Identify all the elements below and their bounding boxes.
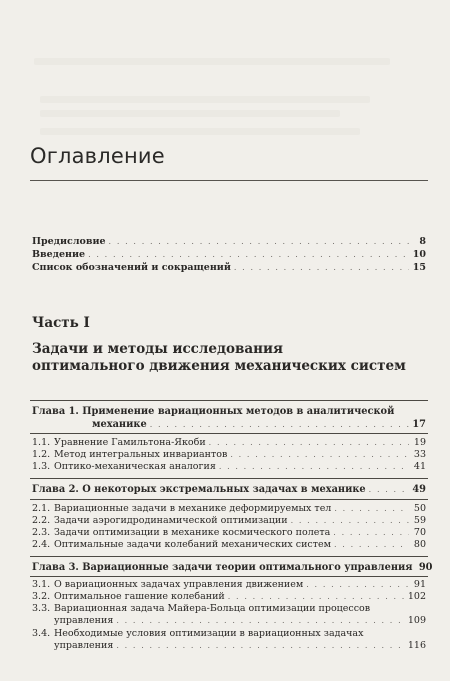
toc-entry-section[interactable] <box>32 539 426 551</box>
entry-page: 50 <box>413 503 426 514</box>
section-number: 3.3. <box>32 603 51 614</box>
entry-page: 19 <box>413 437 426 448</box>
toc-entry-introduction[interactable] <box>32 249 426 261</box>
entry-page: 15 <box>412 262 426 273</box>
section-number: 3.1. <box>32 579 51 590</box>
entry-page: 33 <box>413 449 426 460</box>
chapter-rule <box>30 499 428 500</box>
entry-label: Оптимальное гашение колебаний <box>54 591 225 602</box>
chapter-rule <box>30 433 428 434</box>
section-number: 3.2. <box>32 591 51 602</box>
toc-entry-section[interactable] <box>32 527 426 539</box>
entry-label: Предисловие <box>32 236 106 247</box>
leader-dots <box>209 437 409 449</box>
entry-label: Вариационная задача Майера-Больца оптимизации процессов <box>54 603 371 614</box>
entry-page: 90 <box>418 562 433 573</box>
entry-label: Уравнение Гамильтона-Якоби <box>54 437 206 448</box>
entry-label: Список обозначений и сокращений <box>32 262 231 273</box>
part-subtitle-line: оптимального движения механических систем <box>32 358 406 374</box>
entry-label-cont: управления <box>54 615 114 626</box>
toc-entry-chapter-2[interactable] <box>32 484 426 496</box>
toc-entry-section[interactable] <box>32 603 426 627</box>
toc-title: Оглавление <box>30 144 165 168</box>
leader-dots <box>109 236 409 248</box>
entry-page: 116 <box>407 640 426 651</box>
section-number: 2.1. <box>32 503 51 514</box>
chapter-heading-cont: механике <box>92 419 147 430</box>
toc-entry-section[interactable] <box>32 437 426 449</box>
entry-label: О вариационных задачах управления движением <box>54 579 304 590</box>
entry-label: Необходимые условия оптимизации в вариационных задачах <box>54 628 364 639</box>
chapter-heading: Глава 1. Применение вариационных методов в аналитической <box>32 406 395 417</box>
entry-label: Метод интегральных инвариантов <box>54 449 228 460</box>
toc-entry-section[interactable] <box>32 461 426 473</box>
part-subtitle-line: Задачи и методы исследования <box>32 341 284 357</box>
bleed-through <box>34 58 390 65</box>
entry-label-cont: управления <box>54 640 114 651</box>
toc-entry-preface[interactable] <box>32 236 426 248</box>
leader-dots <box>116 615 405 627</box>
part-title: Часть I <box>32 315 90 331</box>
toc-entry-section[interactable] <box>32 591 426 603</box>
entry-page: 41 <box>413 461 426 472</box>
toc-entry-section[interactable] <box>32 515 426 527</box>
leader-dots <box>234 262 409 274</box>
entry-label: Оптимальные задачи колебаний механических систем <box>54 539 332 550</box>
toc-entry-chapter-3[interactable] <box>32 562 433 574</box>
leader-dots <box>150 418 410 431</box>
toc-entry-section[interactable] <box>32 449 426 461</box>
entry-label: Оптико-механическая аналогия <box>54 461 216 472</box>
entry-page: 70 <box>413 527 426 538</box>
entry-page: 109 <box>407 615 426 626</box>
leader-dots <box>88 249 409 261</box>
entry-page: 17 <box>412 419 426 430</box>
entry-label: Вариационные задачи в механике деформируемых тел <box>54 503 332 514</box>
toc-entry-section[interactable] <box>32 628 426 652</box>
entry-label: Задачи аэрогидродинамической оптимизации <box>54 515 288 526</box>
leader-dots <box>230 449 409 461</box>
chapter-rule <box>30 400 428 401</box>
section-number: 1.2. <box>32 449 51 460</box>
leader-dots <box>306 579 409 591</box>
section-number: 1.1. <box>32 437 51 448</box>
entry-page: 59 <box>413 515 426 526</box>
leader-dots <box>334 503 409 515</box>
entry-label: Задачи оптимизации в механике космического полета <box>54 527 331 538</box>
part-subtitle <box>32 341 412 375</box>
entry-label: Введение <box>32 249 86 260</box>
chapter-rule <box>30 576 428 577</box>
bleed-through <box>40 110 340 117</box>
entry-page: 91 <box>413 579 426 590</box>
toc-entry-section[interactable] <box>32 579 426 591</box>
entry-page: 102 <box>407 591 426 602</box>
leader-dots <box>291 515 409 527</box>
chapter-heading: Глава 2. О некоторых экстремальных задачах в механике <box>32 484 366 495</box>
leader-dots <box>116 640 405 652</box>
chapter-rule <box>30 478 428 479</box>
chapter-rule <box>30 556 428 557</box>
entry-page: 10 <box>412 249 426 260</box>
leader-dots <box>219 461 409 473</box>
leader-dots <box>333 527 409 539</box>
entry-page: 49 <box>412 484 426 495</box>
section-number: 2.4. <box>32 539 51 550</box>
leader-dots <box>334 539 409 551</box>
bleed-through <box>40 128 360 135</box>
leader-dots <box>369 484 409 496</box>
section-number: 2.2. <box>32 515 51 526</box>
toc-entry-chapter-1[interactable] <box>32 405 426 431</box>
bleed-through <box>40 96 370 103</box>
leader-dots <box>228 591 405 603</box>
title-rule <box>30 180 428 181</box>
entry-page: 80 <box>413 539 426 550</box>
toc-entry-section[interactable] <box>32 503 426 515</box>
entry-page: 8 <box>419 236 426 247</box>
section-number: 2.3. <box>32 527 51 538</box>
chapter-heading: Глава 3. Вариационные задачи теории оптимального управления <box>32 562 413 573</box>
toc-entry-notation[interactable] <box>32 262 426 274</box>
section-number: 3.4. <box>32 628 51 639</box>
section-number: 1.3. <box>32 461 51 472</box>
